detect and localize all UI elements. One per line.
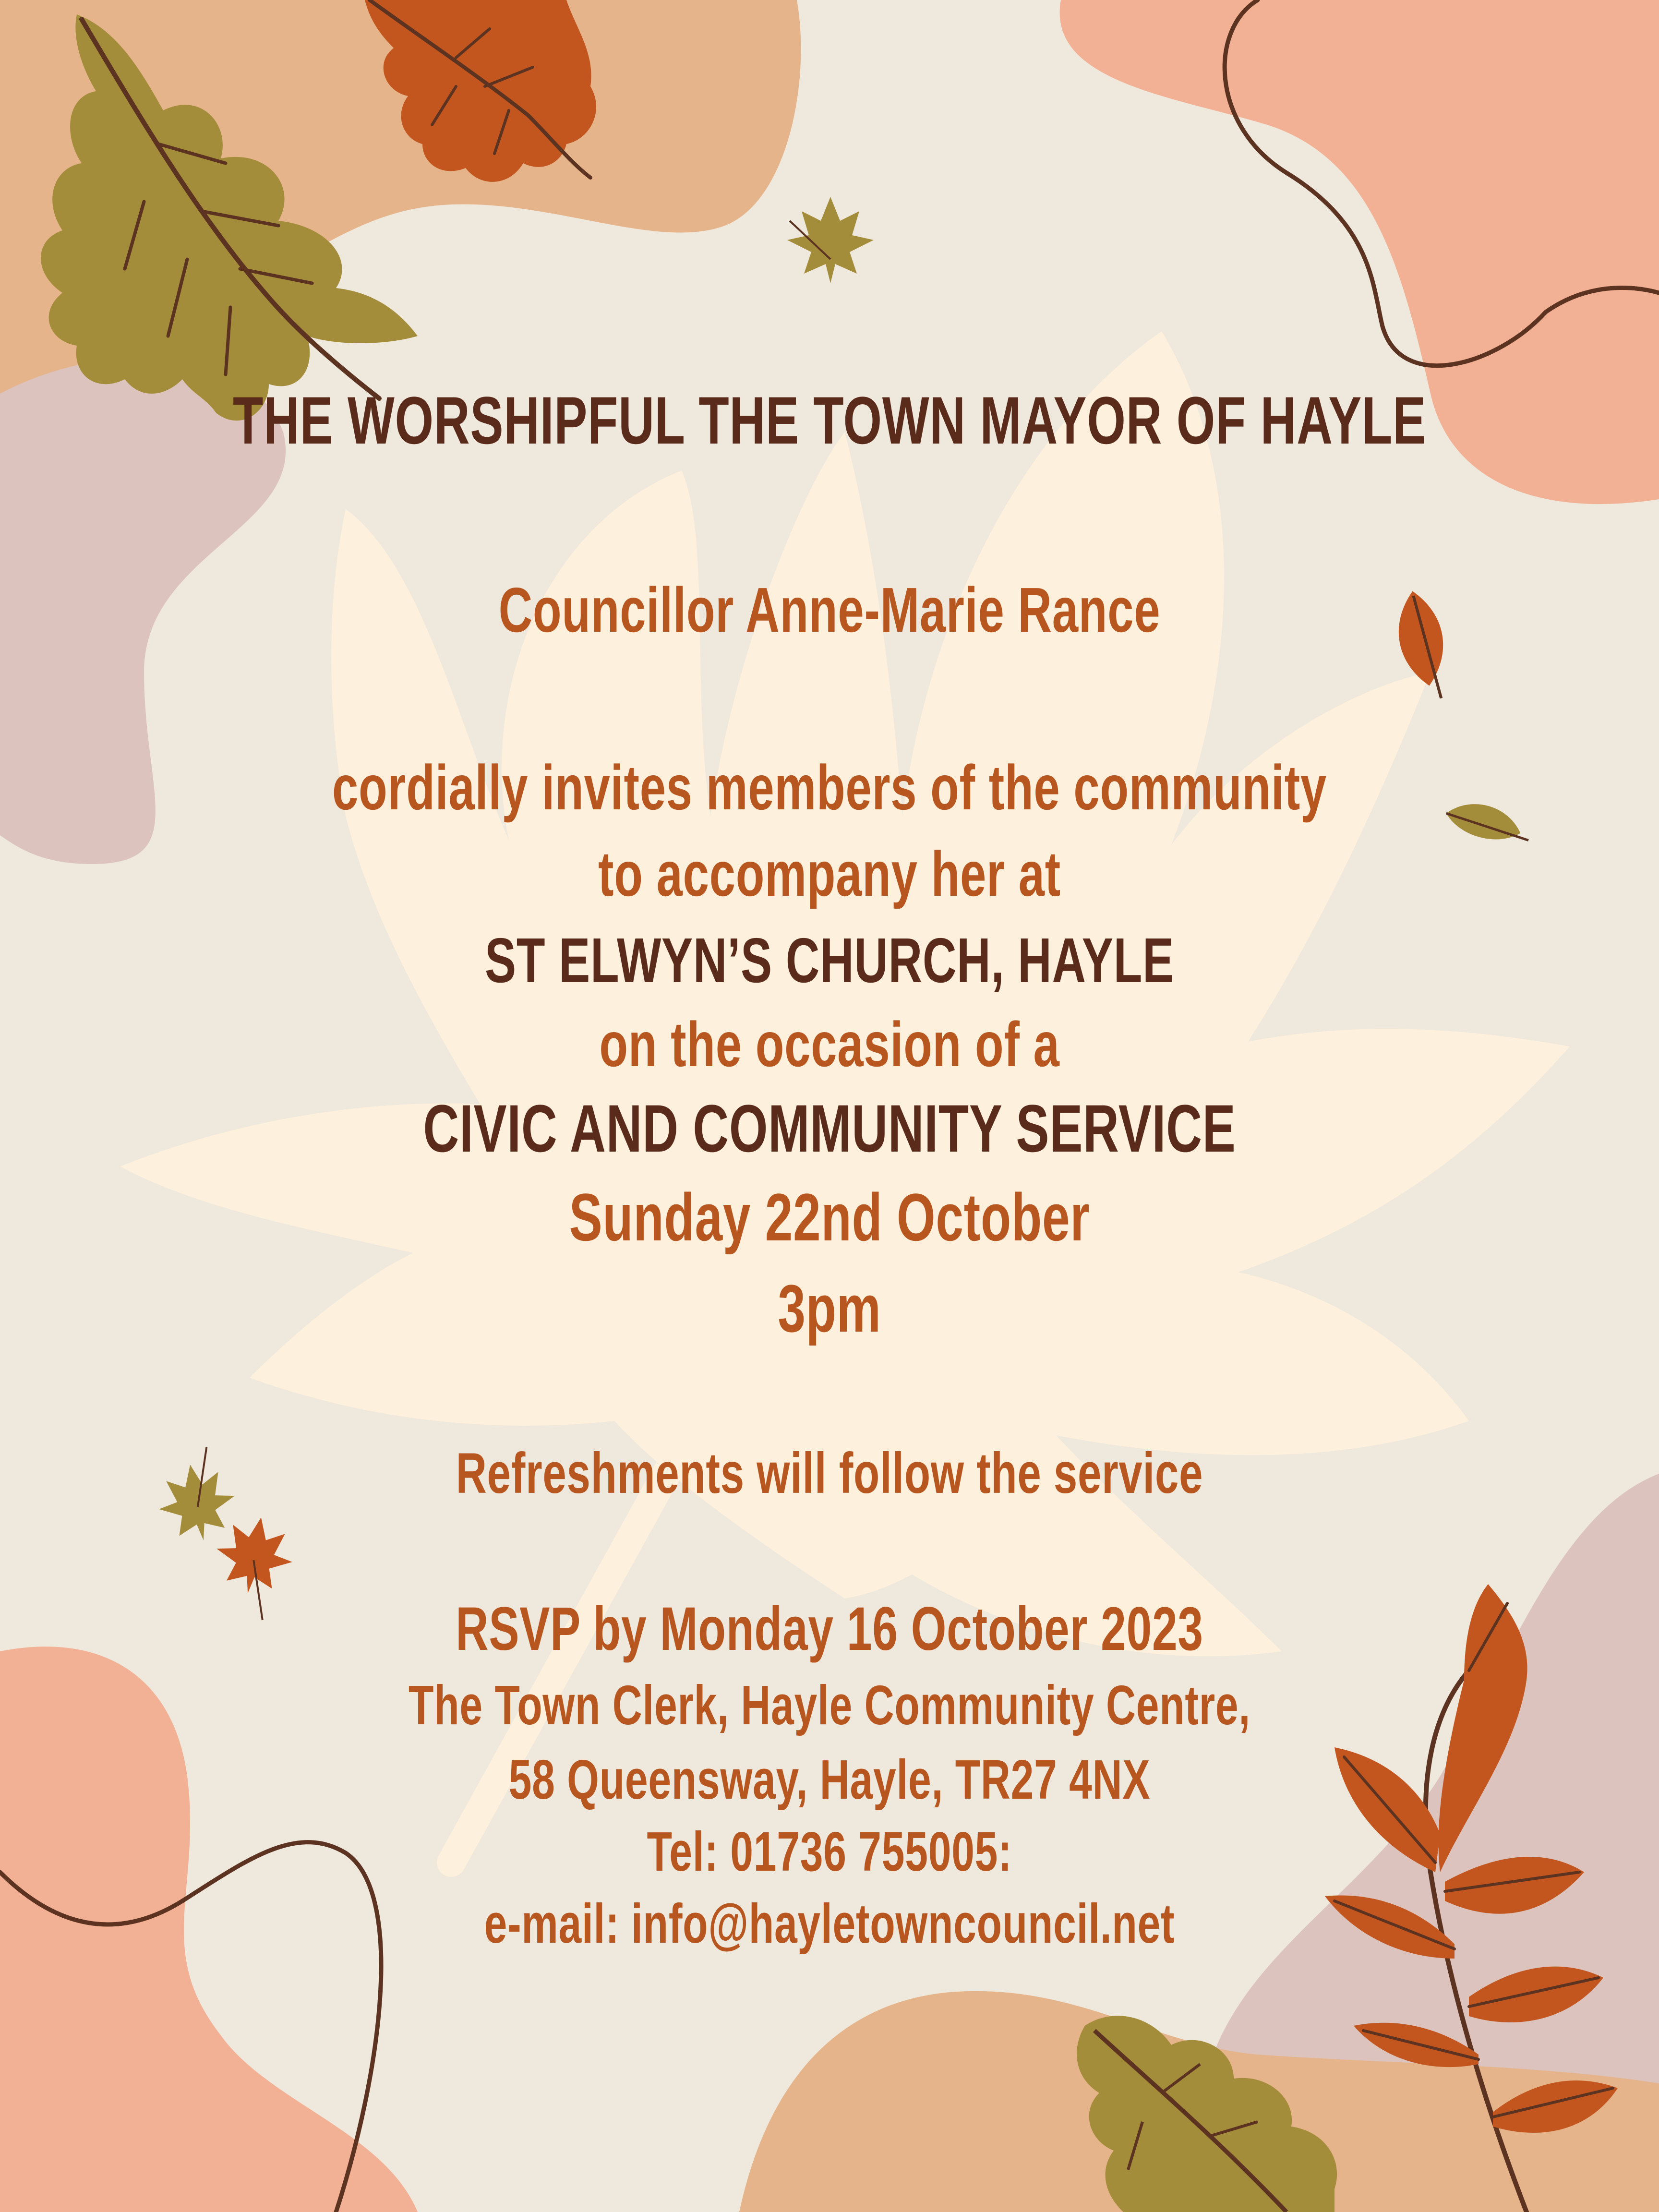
refreshments-note: Refreshments will follow the service — [456, 1441, 1203, 1505]
host-title: THE WORSHIPFUL THE TOWN MAYOR OF HAYLE — [233, 383, 1426, 458]
olive-leaf-icon-right — [1443, 796, 1534, 850]
event-date: Sunday 22nd October — [569, 1179, 1090, 1255]
email-address: e-mail: info@hayletowncouncil.net — [484, 1892, 1175, 1955]
address-line-2: 58 Queensway, Hayle, TR27 4NX — [508, 1748, 1151, 1811]
venue: ST ELWYN’S CHURCH, HAYLE — [484, 925, 1175, 996]
rsvp-deadline: RSVP by Monday 16 October 2023 — [456, 1595, 1203, 1663]
occasion-intro: on the occasion of a — [599, 1009, 1060, 1080]
invite-line-1: cordially invites members of the community — [332, 752, 1327, 823]
event-name: CIVIC AND COMMUNITY SERVICE — [423, 1091, 1236, 1166]
address-line-1: The Town Clerk, Hayle Community Centre, — [409, 1674, 1250, 1736]
invite-line-2: to accompany her at — [598, 839, 1061, 909]
phone-number: Tel: 01736 755005: — [647, 1820, 1012, 1883]
host-name: Councillor Anne-Marie Rance — [498, 575, 1161, 645]
maple-leaf-icon-small-top — [787, 197, 874, 283]
event-time: 3pm — [778, 1271, 881, 1346]
